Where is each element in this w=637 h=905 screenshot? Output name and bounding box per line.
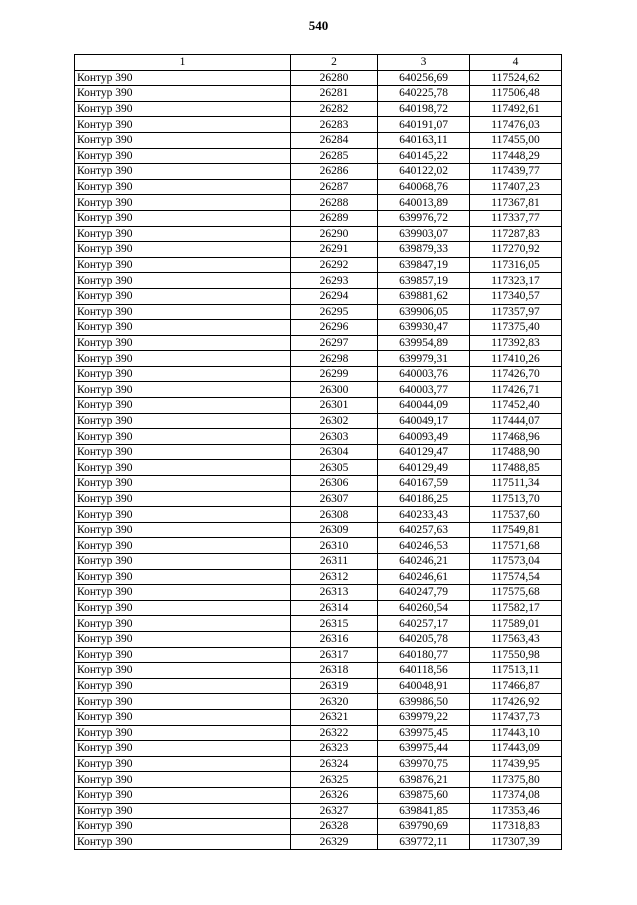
- point-number-cell: 26305: [291, 460, 378, 476]
- y-coordinate-cell: 117426,70: [470, 366, 562, 382]
- point-number-cell: 26306: [291, 476, 378, 492]
- contour-name-cell: Контур 390: [75, 304, 291, 320]
- x-coordinate-cell: 640044,09: [378, 398, 470, 414]
- contour-name-cell: Контур 390: [75, 288, 291, 304]
- table-row: [75, 647, 562, 663]
- table-row: [75, 164, 562, 180]
- point-number-cell: 26284: [291, 132, 378, 148]
- table-row: [75, 756, 562, 772]
- x-coordinate-cell: 640225,78: [378, 86, 470, 102]
- contour-name-cell: Контур 390: [75, 819, 291, 835]
- table-row: [75, 616, 562, 632]
- y-coordinate-cell: 117550,98: [470, 647, 562, 663]
- x-coordinate-cell: 640129,47: [378, 444, 470, 460]
- contour-name-cell: Контур 390: [75, 398, 291, 414]
- point-number-cell: 26327: [291, 803, 378, 819]
- contour-name-cell: Контур 390: [75, 554, 291, 570]
- point-number-cell: 26328: [291, 819, 378, 835]
- table-row: [75, 803, 562, 819]
- table-row: [75, 678, 562, 694]
- y-coordinate-cell: 117340,57: [470, 288, 562, 304]
- x-coordinate-cell: 640257,17: [378, 616, 470, 632]
- y-coordinate-cell: 117488,90: [470, 444, 562, 460]
- x-coordinate-cell: 640118,56: [378, 663, 470, 679]
- y-coordinate-cell: 117468,96: [470, 429, 562, 445]
- point-number-cell: 26283: [291, 117, 378, 133]
- contour-name-cell: Контур 390: [75, 117, 291, 133]
- y-coordinate-cell: 117316,05: [470, 257, 562, 273]
- table-row: [75, 366, 562, 382]
- contour-name-cell: Контур 390: [75, 756, 291, 772]
- table-row: [75, 195, 562, 211]
- x-coordinate-cell: 640003,77: [378, 382, 470, 398]
- table-row: [75, 725, 562, 741]
- x-coordinate-cell: 639903,07: [378, 226, 470, 242]
- table-row: [75, 429, 562, 445]
- table-row: [75, 554, 562, 570]
- y-coordinate-cell: 117549,81: [470, 522, 562, 538]
- y-coordinate-cell: 117367,81: [470, 195, 562, 211]
- y-coordinate-cell: 117524,62: [470, 70, 562, 86]
- contour-name-cell: Контур 390: [75, 725, 291, 741]
- contour-name-cell: Контур 390: [75, 179, 291, 195]
- contour-name-cell: Контур 390: [75, 210, 291, 226]
- contour-name-cell: Контур 390: [75, 444, 291, 460]
- y-coordinate-cell: 117513,70: [470, 491, 562, 507]
- point-number-cell: 26310: [291, 538, 378, 554]
- x-coordinate-cell: 640163,11: [378, 132, 470, 148]
- contour-name-cell: Контур 390: [75, 273, 291, 289]
- table-row: [75, 819, 562, 835]
- table-row: [75, 226, 562, 242]
- contour-name-cell: Контур 390: [75, 803, 291, 819]
- y-coordinate-cell: 117574,54: [470, 569, 562, 585]
- x-coordinate-cell: 640260,54: [378, 600, 470, 616]
- x-coordinate-cell: 640049,17: [378, 413, 470, 429]
- x-coordinate-cell: 639876,21: [378, 772, 470, 788]
- x-coordinate-cell: 640247,79: [378, 585, 470, 601]
- contour-name-cell: Контур 390: [75, 335, 291, 351]
- contour-name-cell: Контур 390: [75, 86, 291, 102]
- point-number-cell: 26299: [291, 366, 378, 382]
- x-coordinate-cell: 640013,89: [378, 195, 470, 211]
- point-number-cell: 26325: [291, 772, 378, 788]
- y-coordinate-cell: 117439,95: [470, 756, 562, 772]
- table-row: [75, 179, 562, 195]
- table-row: [75, 694, 562, 710]
- contour-name-cell: Контур 390: [75, 476, 291, 492]
- x-coordinate-cell: 640145,22: [378, 148, 470, 164]
- point-number-cell: 26294: [291, 288, 378, 304]
- x-coordinate-cell: 639906,05: [378, 304, 470, 320]
- point-number-cell: 26289: [291, 210, 378, 226]
- y-coordinate-cell: 117375,40: [470, 320, 562, 336]
- table-row: [75, 288, 562, 304]
- table-row: [75, 460, 562, 476]
- y-coordinate-cell: 117323,17: [470, 273, 562, 289]
- point-number-cell: 26282: [291, 101, 378, 117]
- table-row: [75, 787, 562, 803]
- y-coordinate-cell: 117452,40: [470, 398, 562, 414]
- table-body: [75, 70, 562, 850]
- contour-name-cell: Контур 390: [75, 320, 291, 336]
- y-coordinate-cell: 117426,71: [470, 382, 562, 398]
- table-row: [75, 538, 562, 554]
- page-number: 540: [308, 18, 329, 33]
- table-row: [75, 709, 562, 725]
- point-number-cell: 26307: [291, 491, 378, 507]
- y-coordinate-cell: 117307,39: [470, 834, 562, 850]
- contour-name-cell: Контур 390: [75, 195, 291, 211]
- y-coordinate-cell: 117444,07: [470, 413, 562, 429]
- contour-name-cell: Контур 390: [75, 709, 291, 725]
- table-row: [75, 257, 562, 273]
- y-coordinate-cell: 117407,23: [470, 179, 562, 195]
- x-coordinate-cell: 639975,45: [378, 725, 470, 741]
- point-number-cell: 26297: [291, 335, 378, 351]
- y-coordinate-cell: 117437,73: [470, 709, 562, 725]
- table-row: [75, 117, 562, 133]
- y-coordinate-cell: 117537,60: [470, 507, 562, 523]
- table-row: [75, 741, 562, 757]
- table-row: [75, 507, 562, 523]
- x-coordinate-cell: 639875,60: [378, 787, 470, 803]
- table-row: [75, 663, 562, 679]
- y-coordinate-cell: 117513,11: [470, 663, 562, 679]
- table-row: [75, 273, 562, 289]
- x-coordinate-cell: 639772,11: [378, 834, 470, 850]
- table-row: [75, 569, 562, 585]
- table-row: [75, 210, 562, 226]
- point-number-cell: 26290: [291, 226, 378, 242]
- x-coordinate-cell: 640205,78: [378, 631, 470, 647]
- y-coordinate-cell: 117589,01: [470, 616, 562, 632]
- y-coordinate-cell: 117466,87: [470, 678, 562, 694]
- point-number-cell: 26323: [291, 741, 378, 757]
- point-number-cell: 26322: [291, 725, 378, 741]
- contour-name-cell: Контур 390: [75, 413, 291, 429]
- y-coordinate-cell: 117287,83: [470, 226, 562, 242]
- point-number-cell: 26291: [291, 242, 378, 258]
- point-number-cell: 26321: [291, 709, 378, 725]
- y-coordinate-cell: 117492,61: [470, 101, 562, 117]
- table-row: [75, 522, 562, 538]
- table-row: [75, 444, 562, 460]
- table-row: [75, 242, 562, 258]
- y-coordinate-cell: 117506,48: [470, 86, 562, 102]
- contour-name-cell: Контур 390: [75, 600, 291, 616]
- contour-name-cell: Контур 390: [75, 257, 291, 273]
- point-number-cell: 26308: [291, 507, 378, 523]
- contour-name-cell: Контур 390: [75, 678, 291, 694]
- contour-name-cell: Контур 390: [75, 787, 291, 803]
- table-row: [75, 148, 562, 164]
- x-coordinate-cell: 640003,76: [378, 366, 470, 382]
- y-coordinate-cell: 117374,08: [470, 787, 562, 803]
- point-number-cell: 26324: [291, 756, 378, 772]
- contour-name-cell: Контур 390: [75, 351, 291, 367]
- contour-name-cell: Контур 390: [75, 772, 291, 788]
- contour-name-cell: Контур 390: [75, 101, 291, 117]
- table-row: [75, 335, 562, 351]
- x-coordinate-cell: 639847,19: [378, 257, 470, 273]
- x-coordinate-cell: 640180,77: [378, 647, 470, 663]
- y-coordinate-cell: 117353,46: [470, 803, 562, 819]
- point-number-cell: 26316: [291, 631, 378, 647]
- contour-name-cell: Контур 390: [75, 663, 291, 679]
- x-coordinate-cell: 640246,53: [378, 538, 470, 554]
- point-number-cell: 26318: [291, 663, 378, 679]
- x-coordinate-cell: 640068,76: [378, 179, 470, 195]
- point-number-cell: 26301: [291, 398, 378, 414]
- table-row: [75, 132, 562, 148]
- point-number-cell: 26292: [291, 257, 378, 273]
- y-coordinate-cell: 117476,03: [470, 117, 562, 133]
- point-number-cell: 26317: [291, 647, 378, 663]
- point-number-cell: 26285: [291, 148, 378, 164]
- y-coordinate-cell: 117357,97: [470, 304, 562, 320]
- contour-name-cell: Контур 390: [75, 148, 291, 164]
- y-coordinate-cell: 117571,68: [470, 538, 562, 554]
- contour-name-cell: Контур 390: [75, 647, 291, 663]
- y-coordinate-cell: 117439,77: [470, 164, 562, 180]
- contour-name-cell: Контур 390: [75, 164, 291, 180]
- point-number-cell: 26314: [291, 600, 378, 616]
- point-number-cell: 26295: [291, 304, 378, 320]
- contour-name-cell: Контур 390: [75, 569, 291, 585]
- point-number-cell: 26296: [291, 320, 378, 336]
- point-number-cell: 26309: [291, 522, 378, 538]
- x-coordinate-cell: 639954,89: [378, 335, 470, 351]
- y-coordinate-cell: 117455,00: [470, 132, 562, 148]
- x-coordinate-cell: 639790,69: [378, 819, 470, 835]
- table-header-row: [75, 55, 562, 71]
- point-number-cell: 26315: [291, 616, 378, 632]
- point-number-cell: 26303: [291, 429, 378, 445]
- x-coordinate-cell: 639857,19: [378, 273, 470, 289]
- table-row: [75, 320, 562, 336]
- contour-name-cell: Контур 390: [75, 132, 291, 148]
- contour-name-cell: Контур 390: [75, 366, 291, 382]
- column-header-4: 4: [470, 55, 562, 71]
- y-coordinate-cell: 117375,80: [470, 772, 562, 788]
- contour-name-cell: Контур 390: [75, 491, 291, 507]
- point-number-cell: 26288: [291, 195, 378, 211]
- table-row: [75, 304, 562, 320]
- contour-name-cell: Контур 390: [75, 70, 291, 86]
- contour-name-cell: Контур 390: [75, 522, 291, 538]
- contour-name-cell: Контур 390: [75, 616, 291, 632]
- contour-name-cell: Контур 390: [75, 694, 291, 710]
- x-coordinate-cell: 639975,44: [378, 741, 470, 757]
- table-row: [75, 585, 562, 601]
- x-coordinate-cell: 640186,25: [378, 491, 470, 507]
- point-number-cell: 26329: [291, 834, 378, 850]
- table-row: [75, 600, 562, 616]
- x-coordinate-cell: 640129,49: [378, 460, 470, 476]
- y-coordinate-cell: 117410,26: [470, 351, 562, 367]
- x-coordinate-cell: 640257,63: [378, 522, 470, 538]
- point-number-cell: 26286: [291, 164, 378, 180]
- column-header-1: 1: [75, 55, 291, 71]
- y-coordinate-cell: 117573,04: [470, 554, 562, 570]
- x-coordinate-cell: 640198,72: [378, 101, 470, 117]
- contour-name-cell: Контур 390: [75, 226, 291, 242]
- point-number-cell: 26281: [291, 86, 378, 102]
- table-row: [75, 382, 562, 398]
- x-coordinate-cell: 639970,75: [378, 756, 470, 772]
- contour-name-cell: Контур 390: [75, 460, 291, 476]
- table-row: [75, 70, 562, 86]
- table-row: [75, 772, 562, 788]
- coordinates-table: [74, 54, 562, 850]
- column-header-3: 3: [378, 55, 470, 71]
- contour-name-cell: Контур 390: [75, 507, 291, 523]
- x-coordinate-cell: 640233,43: [378, 507, 470, 523]
- x-coordinate-cell: 640246,61: [378, 569, 470, 585]
- point-number-cell: 26293: [291, 273, 378, 289]
- table-row: [75, 413, 562, 429]
- contour-name-cell: Контур 390: [75, 429, 291, 445]
- x-coordinate-cell: 640122,02: [378, 164, 470, 180]
- point-number-cell: 26302: [291, 413, 378, 429]
- point-number-cell: 26319: [291, 678, 378, 694]
- x-coordinate-cell: 639881,62: [378, 288, 470, 304]
- y-coordinate-cell: 117318,83: [470, 819, 562, 835]
- contour-name-cell: Контур 390: [75, 242, 291, 258]
- table-row: [75, 491, 562, 507]
- contour-name-cell: Контур 390: [75, 382, 291, 398]
- x-coordinate-cell: 639841,85: [378, 803, 470, 819]
- table-row: [75, 101, 562, 117]
- x-coordinate-cell: 639979,31: [378, 351, 470, 367]
- y-coordinate-cell: 117443,09: [470, 741, 562, 757]
- x-coordinate-cell: 639979,22: [378, 709, 470, 725]
- y-coordinate-cell: 117511,34: [470, 476, 562, 492]
- x-coordinate-cell: 639930,47: [378, 320, 470, 336]
- y-coordinate-cell: 117563,43: [470, 631, 562, 647]
- contour-name-cell: Контур 390: [75, 538, 291, 554]
- contour-name-cell: Контур 390: [75, 834, 291, 850]
- x-coordinate-cell: 640167,59: [378, 476, 470, 492]
- y-coordinate-cell: 117448,29: [470, 148, 562, 164]
- x-coordinate-cell: 639986,50: [378, 694, 470, 710]
- point-number-cell: 26320: [291, 694, 378, 710]
- y-coordinate-cell: 117582,17: [470, 600, 562, 616]
- point-number-cell: 26287: [291, 179, 378, 195]
- y-coordinate-cell: 117392,83: [470, 335, 562, 351]
- point-number-cell: 26280: [291, 70, 378, 86]
- table-row: [75, 834, 562, 850]
- x-coordinate-cell: 639976,72: [378, 210, 470, 226]
- y-coordinate-cell: 117488,85: [470, 460, 562, 476]
- contour-name-cell: Контур 390: [75, 585, 291, 601]
- point-number-cell: 26313: [291, 585, 378, 601]
- table-row: [75, 351, 562, 367]
- table-row: [75, 398, 562, 414]
- y-coordinate-cell: 117575,68: [470, 585, 562, 601]
- contour-name-cell: Контур 390: [75, 631, 291, 647]
- x-coordinate-cell: 640246,21: [378, 554, 470, 570]
- x-coordinate-cell: 640191,07: [378, 117, 470, 133]
- table-row: [75, 631, 562, 647]
- point-number-cell: 26311: [291, 554, 378, 570]
- contour-name-cell: Контур 390: [75, 741, 291, 757]
- x-coordinate-cell: 640048,91: [378, 678, 470, 694]
- point-number-cell: 26300: [291, 382, 378, 398]
- y-coordinate-cell: 117337,77: [470, 210, 562, 226]
- point-number-cell: 26326: [291, 787, 378, 803]
- x-coordinate-cell: 640093,49: [378, 429, 470, 445]
- point-number-cell: 26304: [291, 444, 378, 460]
- column-header-2: 2: [291, 55, 378, 71]
- table-row: [75, 476, 562, 492]
- y-coordinate-cell: 117426,92: [470, 694, 562, 710]
- table-row: [75, 86, 562, 102]
- x-coordinate-cell: 639879,33: [378, 242, 470, 258]
- y-coordinate-cell: 117443,10: [470, 725, 562, 741]
- point-number-cell: 26298: [291, 351, 378, 367]
- point-number-cell: 26312: [291, 569, 378, 585]
- x-coordinate-cell: 640256,69: [378, 70, 470, 86]
- y-coordinate-cell: 117270,92: [470, 242, 562, 258]
